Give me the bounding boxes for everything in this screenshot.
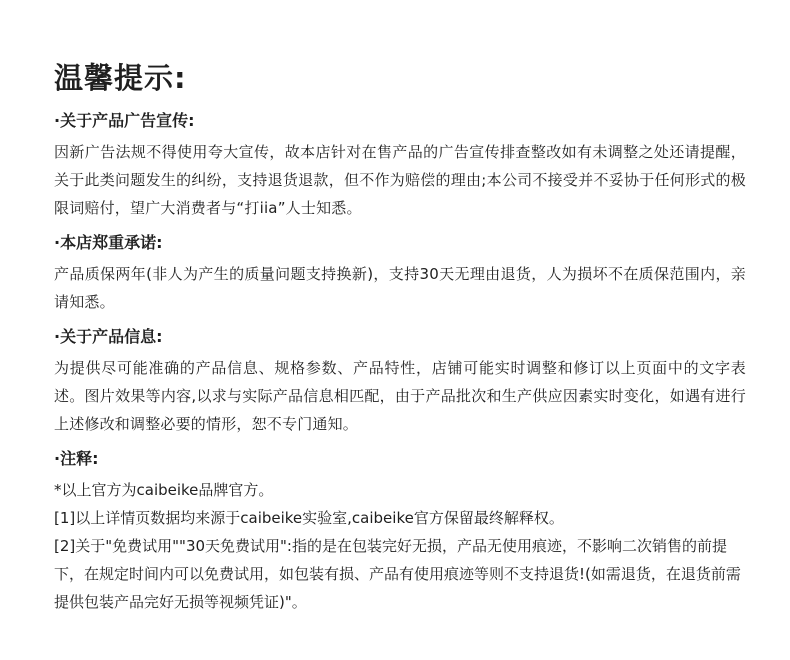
section-heading: ·关于产品信息: (54, 327, 163, 346)
section-product-info (54, 324, 746, 438)
section-promise (54, 230, 746, 316)
section-heading: ·注释: (54, 449, 99, 468)
section-advertising (54, 108, 746, 222)
section-heading: ·本店郑重承诺: (54, 233, 163, 252)
note-line: [1]以上详情页数据均来源于caibeike实验室,caibeike官方保留最终解释权。 (54, 509, 564, 527)
page-title: 温馨提示: (54, 61, 187, 95)
section-body: 为提供尽可能准确的产品信息、规格参数、产品特性，店铺可能实时调整和修订以上页面中的文字表述。图片效果等内容,以求与实际产品信息相匹配，由于产品批次和生产供应因素实时变化，如遇有进行上述修改和调整必要的情形，恕不专门通知。 (54, 359, 746, 433)
section-body: 因新广告法规不得使用夸大宣传，故本店针对在售产品的广告宣传排查整改如有未调整之处还请提醒，关于此类问题发生的纠纷，支持退货退款，但不作为赔偿的理由;本公司不接受并不妥协于任何形式的极限词赔付，望广大消费者与“打iia”人士知悉。 (54, 143, 746, 217)
note-line: [2]关于"免费试用""30天免费试用":指的是在包装完好无损，产品无使用痕迹，不影响二次销售的前提下，在规定时间内可以免费试用，如包装有损、产品有使用痕迹等则不支持退货!(如需退货，在退货前需提供包装产品完好无损等视频凭证)"。 (54, 537, 741, 611)
section-body: 产品质保两年(非人为产生的质量问题支持换新)，支持30天无理由退货，人为损坏不在质保范围内，亲请知悉。 (54, 265, 746, 311)
section-notes (54, 446, 746, 616)
note-line: *以上官方为caibeike品牌官方。 (54, 481, 274, 499)
section-heading: ·关于产品广告宣传: (54, 111, 195, 130)
